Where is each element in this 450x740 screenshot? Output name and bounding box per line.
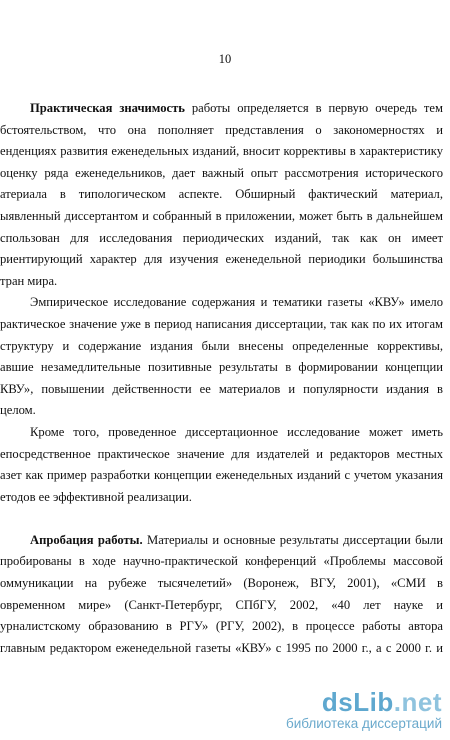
dslib-watermark bbox=[286, 688, 442, 732]
text-line: Эмпирическое исследование содержания и тематики газеты «КВУ» имело bbox=[30, 295, 443, 310]
page-number: 10 bbox=[218, 52, 232, 66]
text-line: целом. bbox=[0, 403, 36, 418]
text-line: овременном мире» (Санкт-Петербург, СПбГУ, 2002, «40 лет науке и bbox=[0, 597, 443, 612]
text-line: оценку ряда еженедельников, дает важный опыт рассмотрения исторического bbox=[0, 165, 443, 180]
text-line: атериала в типологическом аспекте. Обширный фактический материал, bbox=[0, 187, 443, 202]
paragraph-approbation bbox=[0, 530, 443, 660]
text-line: оммуникации на рубеже тысячелетий» (Воронеж, ВГУ, 2001), «СМИ в bbox=[0, 576, 443, 591]
paragraph-practical-significance bbox=[0, 98, 443, 292]
text-line: азет как пример разработки концепции еженедельных изданий с учетом указания bbox=[0, 468, 443, 483]
text-line: Практическая значимость работы определяется в первую очередь тем bbox=[30, 101, 443, 115]
text-line: Апробация работы. Материалы и основные результаты диссертации были bbox=[30, 532, 443, 547]
paragraph-additional-significance bbox=[0, 422, 443, 508]
paragraph-gap bbox=[0, 508, 443, 530]
text-line: ыявленный диссертантом и собранный в приложении, может быть в дальнейшем bbox=[0, 208, 443, 223]
text-line: епосредственное практическое значение для издателей и редакторов местных bbox=[0, 446, 443, 461]
text-line: урналистскому образованию в РГУ» (РГУ, 2002), в процессе работы автора bbox=[0, 619, 443, 634]
dslib-logo: dsLib.net bbox=[321, 687, 442, 717]
section-heading-inline: Апробация работы. bbox=[30, 532, 143, 547]
text-line: пробированы в ходе научно-практической конференций «Проблемы массовой bbox=[0, 554, 443, 569]
text-line: авшие незамедлительные позитивные результаты в формировании концепции bbox=[0, 360, 443, 375]
text-line: бстоятельством, что она пополняет представления о закономерностях и bbox=[0, 122, 443, 137]
text-line: рактическое значение уже в период написания диссертации, так как по их итогам bbox=[0, 316, 443, 331]
paragraph-empirical-study bbox=[0, 292, 443, 422]
text-line: енденциях развития еженедельных изданий, вносит коррективы в характеристику bbox=[0, 144, 443, 159]
text-line: Кроме того, проведенное диссертационное исследование может иметь bbox=[30, 424, 443, 439]
dslib-caption: библиотека диссертаций bbox=[285, 716, 442, 731]
text-line: главным редактором еженедельной газеты «КВУ» с 1995 по 2000 г., а с 2000 г. и bbox=[0, 640, 443, 655]
text-line: тран мира. bbox=[0, 273, 58, 288]
section-heading-inline: Практическая значимость bbox=[30, 101, 185, 115]
text-line: структуру и содержание издания были внесены определенные коррективы, bbox=[0, 338, 443, 353]
text-line: риентирующий характер для изучения еженедельной периодики большинства bbox=[0, 252, 443, 267]
text-line: спользован для исследования периодических изданий, так как он имеет bbox=[0, 230, 443, 245]
text-line: КВУ», повышении действенности ее материалов и популярности издания в bbox=[0, 381, 443, 396]
text-line: етодов ее эффективной реализации. bbox=[0, 489, 192, 504]
document-body bbox=[0, 98, 443, 659]
